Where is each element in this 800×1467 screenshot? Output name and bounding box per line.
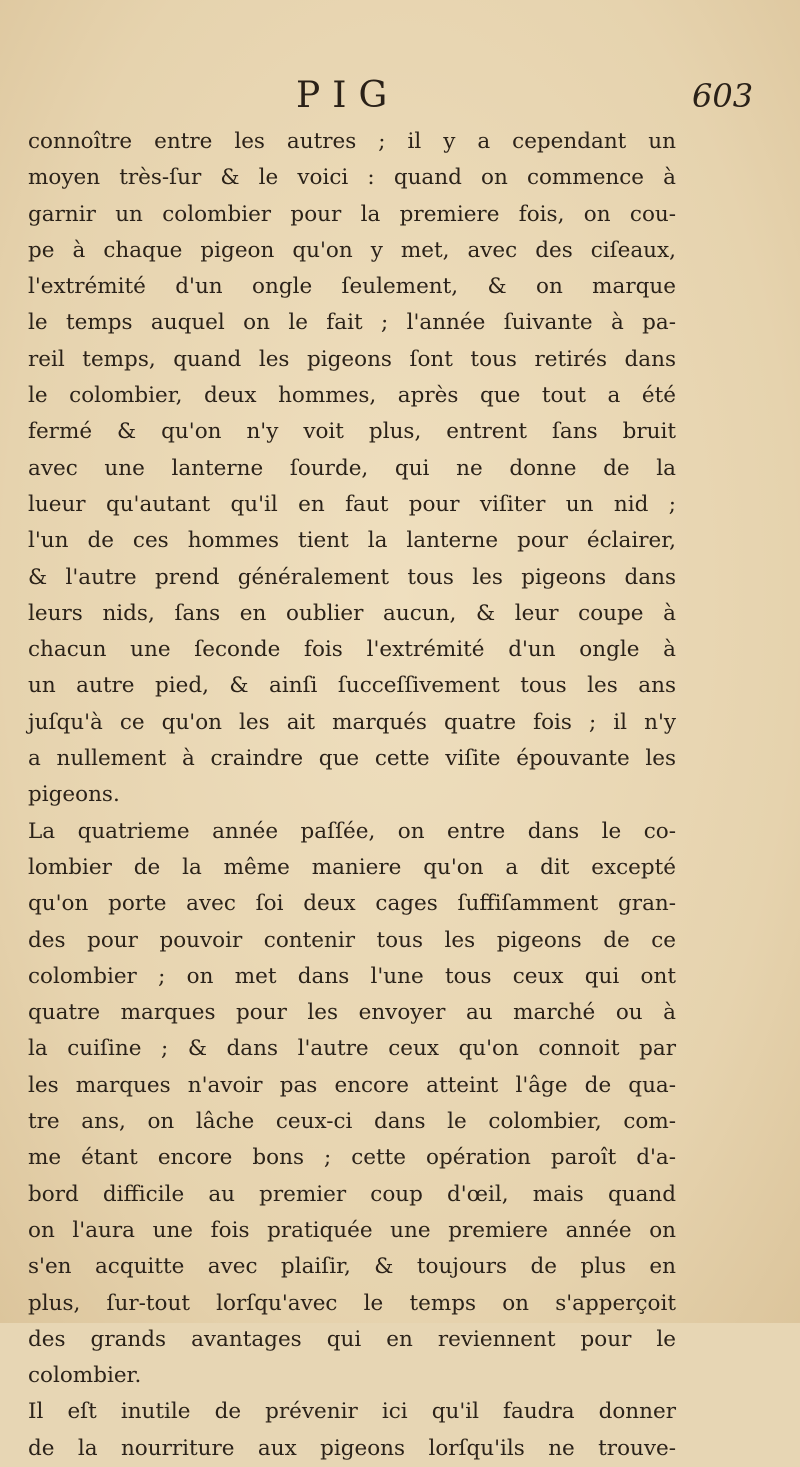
text-line: colombier ; on met dans l'une tous ceux qui ont [28,963,676,989]
text-line: moyen très-ſur & le voici : quand on commence à [28,165,676,191]
text-line: avec une lanterne ſourde, qui ne donne de la [28,455,676,481]
text-line: le colombier, deux hommes, après que tout a été [28,383,676,409]
text-line: bord difficile au premier coup d'œil, mais quand [28,1181,676,1207]
text-line: colombier. [28,1363,142,1389]
text-line: chacun une ſeconde fois l'extrémité d'un ongle à [28,637,676,663]
page-header [0,74,800,118]
text-line: des grands avantages qui en reviennent pour le [28,1326,676,1352]
text-line: quatre marques pour les envoyer au marché ou à [28,1000,676,1026]
text-line: connoître entre les autres ; il y a cependant un [28,129,676,154]
text-line: me étant encore bons ; cette opération paroît d'a- [28,1145,676,1171]
text-line: Il eſt inutile de prévenir ici qu'il faudra donner [28,1399,676,1425]
text-line: lueur qu'autant qu'il en faut pour viſiter un nid ; [28,491,676,517]
text-line: garnir un colombier pour la premiere fois, on cou- [28,201,676,227]
text-line: plus, ſur-tout lorſqu'avec le temps on s'apperçoit [28,1290,676,1316]
text-line: un autre pied, & ainſi ſucceſſivement tous les ans [28,673,676,699]
text-line: pe à chaque pigeon qu'on y met, avec des ciſeaux, [28,237,676,263]
text-line: La quatrieme année paſſée, on entre dans le co- [28,818,676,844]
text-line: les marques n'avoir pas encore atteint l'âge de qua- [28,1072,676,1098]
text-line: fermé & qu'on n'y voit plus, entrent ſans bruit [28,419,676,445]
body-text [28,124,676,1467]
text-line: leurs nids, ſans en oublier aucun, & leur coupe à [28,600,676,626]
text-line: lombier de la même maniere qu'on a dit excepté [28,854,676,880]
text-line: de la nourriture aux pigeons lorſqu'ils ne trouve- [28,1435,676,1461]
text-line: s'en acquitte avec plaiſir, & toujours de plus en [28,1254,676,1280]
running-title: PIG [296,75,400,116]
text-line: a nullement à craindre que cette viſite épouvante les [28,746,676,772]
text-line: reil temps, quand les pigeons ſont tous retirés dans [28,346,676,372]
text-line: la cuiſine ; & dans l'autre ceux qu'on connoit par [28,1036,676,1062]
text-line: & l'autre prend généralement tous les pigeons dans [28,564,676,590]
text-line: l'un de ces hommes tient la lanterne pour éclairer, [28,528,676,554]
text-line: le temps auquel on le fait ; l'année ſuivante à pa- [28,310,676,336]
text-line: on l'aura une fois pratiquée une premiere année on [28,1217,676,1243]
text-line: l'extrémité d'un ongle ſeulement, & on marque [28,274,676,300]
text-line: juſqu'à ce qu'on les ait marqués quatre fois ; il n'y [28,709,676,735]
text-line: des pour pouvoir contenir tous les pigeons de ce [28,927,676,953]
text-line: tre ans, on lâche ceux-ci dans le colombier, com- [28,1109,676,1135]
text-line: qu'on porte avec ſoi deux cages ſuffiſamment gran- [28,891,676,917]
page-number: 603 [692,77,754,115]
text-line: pigeons. [28,782,120,808]
